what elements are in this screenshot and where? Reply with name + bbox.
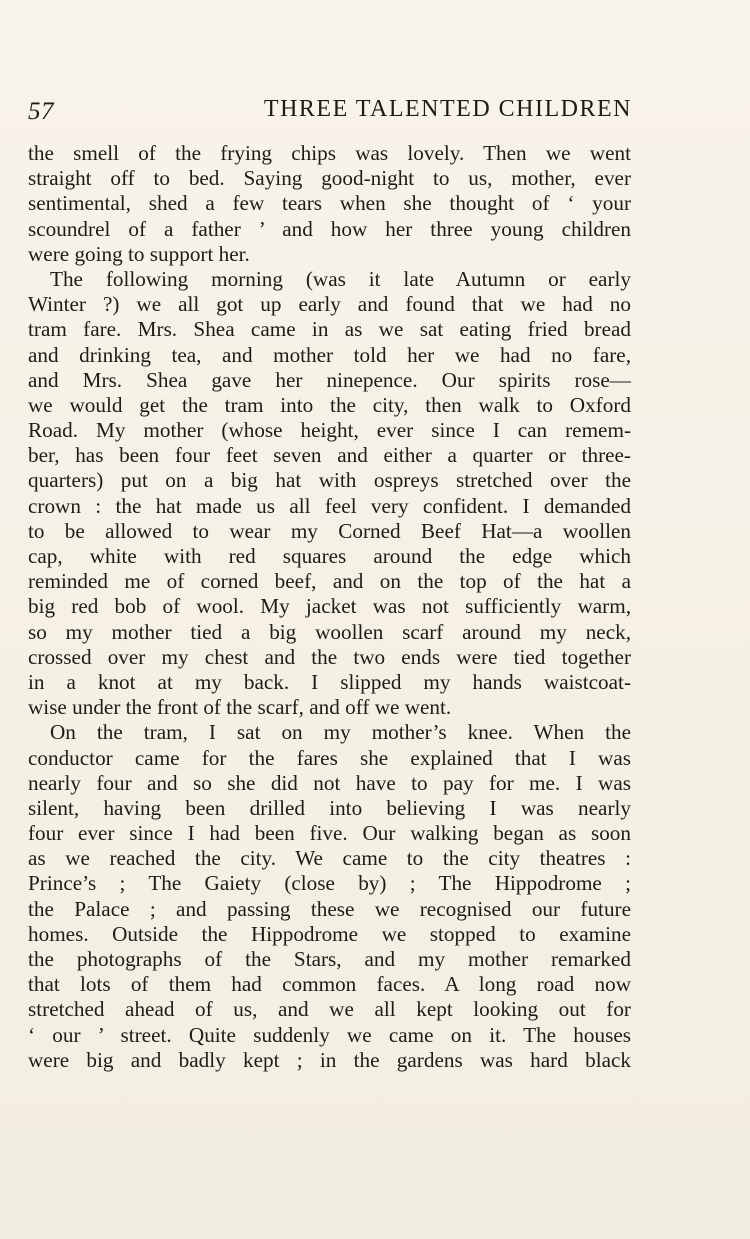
text-line: tram fare. Mrs. Shea came in as we sat eating fried bread [28, 317, 631, 342]
text-line: wise under the front of the scarf, and off we went. [28, 695, 452, 720]
text-line: as we reached the city. We came to the city theatres : [28, 846, 631, 871]
text-line: the photographs of the Stars, and my mother remarked [28, 947, 631, 971]
text-line: were big and badly kept ; in the gardens was hard black [28, 1047, 631, 1072]
text-line: Road. My mother (whose height, ever since I can remem- [28, 418, 631, 443]
text-line: The following morning (was it late Autumn or early [50, 266, 631, 291]
text-line: Prince’s ; The Gaiety (close by) ; The Hippodrome ; [28, 871, 631, 896]
page-number: 57 [28, 98, 54, 125]
text-line: Winter ?) we all got up early and found that we had no [28, 292, 631, 317]
text-line: conductor came for the fares she explained that I was [28, 745, 631, 770]
text-line: we would get the tram into the city, then walk to Oxford [28, 392, 631, 417]
body-text [28, 141, 631, 1073]
text-line: cap, white with red squares around the edge which [28, 544, 631, 568]
text-line: crown : the hat made us all feel very confident. I demanded [28, 493, 631, 518]
text-line: ‘ our ’ street. Quite suddenly we came on it. The houses [28, 1022, 631, 1047]
text-line: and Mrs. Shea gave her ninepence. Our spirits rose— [28, 367, 631, 392]
text-line: stretched ahead of us, and we all kept looking out for [28, 997, 631, 1022]
text-line: so my mother tied a big woollen scarf around my neck, [28, 619, 631, 644]
text-line: the Palace ; and passing these we recognised our future [28, 896, 631, 921]
text-line: quarters) put on a big hat with ospreys stretched over the [28, 468, 631, 493]
text-line: silent, having been drilled into believing I was nearly [28, 795, 631, 820]
text-line: that lots of them had common faces. A long road now [28, 972, 631, 997]
running-head: THREE TALENTED CHILDREN [263, 96, 632, 122]
text-line: in a knot at my back. I slipped my hands waistcoat- [28, 669, 631, 694]
text-line: the smell of the frying chips was lovely. Then we went [28, 141, 631, 165]
text-line: sentimental, shed a few tears when she thought of ‘ your [28, 191, 631, 216]
text-line: big red bob of wool. My jacket was not sufficiently warm, [28, 594, 631, 619]
text-line: scoundrel of a father ’ and how her three young children [28, 216, 631, 241]
text-line: and drinking tea, and mother told her we had no fare, [28, 342, 631, 367]
text-line: crossed over my chest and the two ends were tied together [28, 644, 631, 669]
text-line: were going to support her. [28, 241, 250, 266]
text-line: ber, has been four feet seven and either a quarter or three- [28, 443, 631, 468]
text-line: to be allowed to wear my Corned Beef Hat—a woollen [28, 518, 631, 543]
text-line: four ever since I had been five. Our walking began as soon [28, 821, 631, 846]
text-line: straight off to bed. Saying good-night to us, mother, ever [28, 166, 631, 191]
text-line: homes. Outside the Hippodrome we stopped to examine [28, 921, 631, 946]
text-line: reminded me of corned beef, and on the top of the hat a [28, 569, 631, 594]
text-line: nearly four and so she did not have to pay for me. I was [28, 770, 631, 795]
text-line: On the tram, I sat on my mother’s knee. When the [50, 720, 631, 745]
page-header [28, 96, 632, 130]
